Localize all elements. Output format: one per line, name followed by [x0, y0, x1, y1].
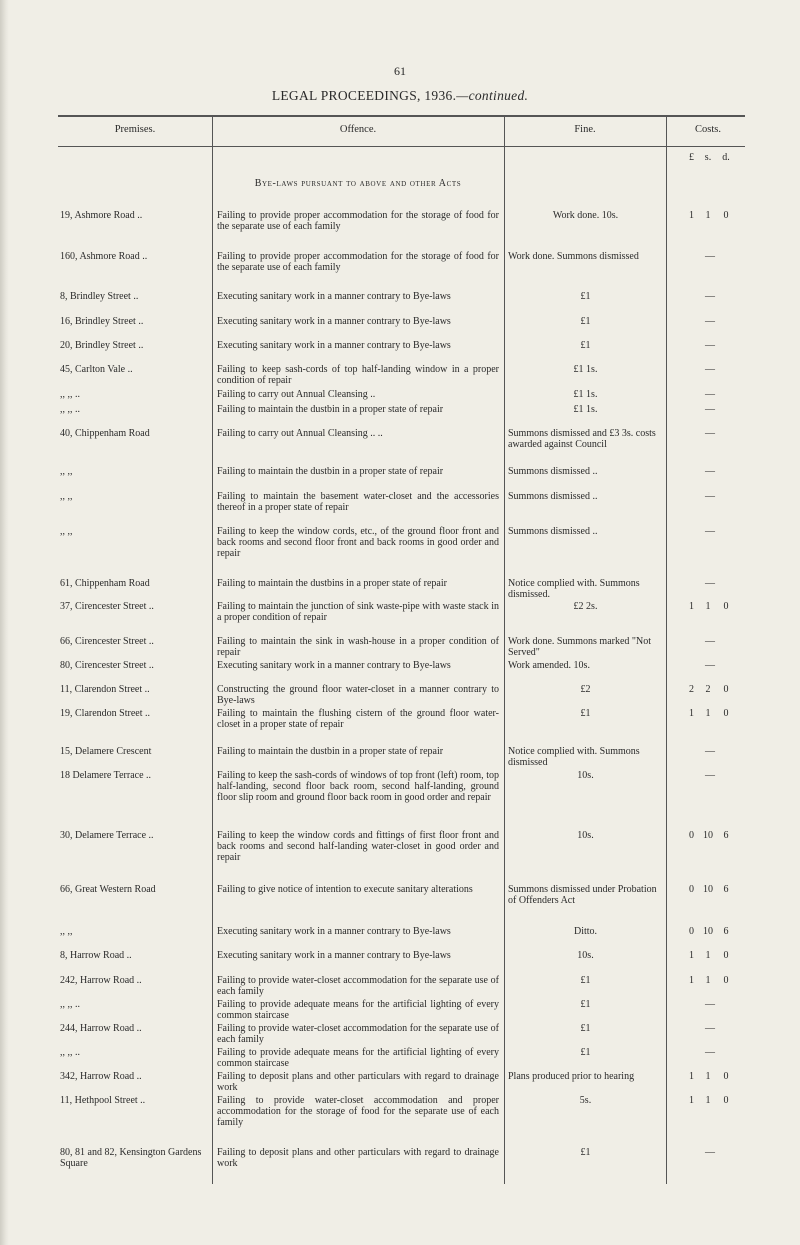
costs-pence: 0	[723, 684, 729, 695]
page-title	[0, 88, 800, 104]
fine-cell: Ditto.	[573, 926, 598, 937]
premises-cell: 15, Delamere Crescent	[60, 746, 152, 757]
offence-cell: Failing to provide water-closet accommodation and proper accommodation for the storage of food for the separate use of each family	[217, 1095, 499, 1129]
premises-cell: 342, Harrow Road ..	[60, 1071, 142, 1082]
header-fine: Fine.	[574, 124, 596, 135]
fine-cell: Notice complied with. Summons dismissed	[508, 746, 640, 769]
offence-cell: Failing to give notice of intention to execute sanitary alterations	[217, 884, 473, 895]
costs-unit-pence: d.	[722, 152, 730, 163]
costs-shillings: 1	[705, 708, 711, 719]
fine-cell: £1 1s.	[573, 404, 598, 415]
premises-cell: 40, Chippenham Road	[60, 428, 150, 439]
offence-cell: Failing to carry out Annual Cleansing .. ..	[217, 428, 383, 439]
table-top-rule	[58, 115, 745, 117]
costs-cell: —	[705, 578, 715, 589]
costs-cell: —	[705, 999, 715, 1010]
fine-cell: Work done. Summons marked "Not Served"	[508, 636, 651, 659]
costs-shillings: 1	[705, 950, 711, 961]
offence-cell: Executing sanitary work in a manner contrary to Bye-laws	[217, 340, 451, 351]
offence-cell: Executing sanitary work in a manner contrary to Bye-laws	[217, 316, 451, 327]
costs-cell: —	[705, 746, 715, 757]
costs-cell: —	[705, 636, 715, 647]
offence-cell: Failing to deposit plans and other particulars with regard to drainage work	[217, 1071, 499, 1094]
costs-shillings: 10	[703, 926, 713, 937]
costs-pounds: 2	[689, 684, 694, 695]
offence-cell: Failing to maintain the dustbin in a proper state of repair	[217, 746, 444, 757]
costs-pounds: 1	[689, 708, 694, 719]
fine-cell: Work amended. 10s.	[508, 660, 590, 671]
premises-cell: ,, ,,	[60, 526, 73, 537]
costs-shillings: 1	[705, 210, 711, 221]
costs-cell: —	[705, 660, 715, 671]
costs-pounds: 0	[689, 926, 694, 937]
fine-cell: Work done. 10s.	[552, 210, 619, 221]
page-title-main: LEGAL PROCEEDINGS, 1936.	[271, 88, 457, 103]
premises-cell: ,, ,, ..	[60, 999, 80, 1010]
fine-cell: Summons dismissed ..	[508, 491, 598, 502]
costs-pence: 0	[723, 975, 729, 986]
costs-pence: 6	[723, 884, 729, 895]
premises-cell: ,, ,,	[60, 491, 73, 502]
premises-cell: ,, ,,	[60, 926, 73, 937]
costs-cell: —	[705, 340, 715, 351]
costs-pounds: 0	[689, 884, 694, 895]
premises-cell: 20, Brindley Street ..	[60, 340, 144, 351]
premises-cell: 16, Brindley Street ..	[60, 316, 144, 327]
fine-cell: £1	[580, 975, 591, 986]
costs-pence: 0	[723, 1095, 729, 1106]
offence-cell: Failing to keep sash-cords of top half-landing window in a proper condition of repair	[217, 364, 499, 387]
costs-cell: —	[705, 389, 715, 400]
fine-cell: 10s.	[577, 770, 594, 781]
costs-pounds: 1	[689, 1071, 694, 1082]
offence-cell: Failing to provide water-closet accommodation for the separate use of each family	[217, 975, 499, 998]
costs-cell: —	[705, 466, 715, 477]
premises-cell: 19, Clarendon Street ..	[60, 708, 150, 719]
premises-cell: ,, ,, ..	[60, 1047, 80, 1058]
fine-cell: £1	[580, 1023, 591, 1034]
premises-cell: 19, Ashmore Road ..	[60, 210, 143, 221]
offence-cell: Failing to maintain the dustbin in a proper state of repair	[217, 466, 444, 477]
costs-cell: —	[705, 1023, 715, 1034]
costs-cell: —	[705, 526, 715, 537]
fine-cell: Work done. Summons dismissed	[508, 251, 639, 262]
costs-pounds: 1	[689, 1095, 694, 1106]
costs-cell: —	[705, 1147, 715, 1158]
offence-cell: Executing sanitary work in a manner contrary to Bye-laws	[217, 950, 451, 961]
section-heading: Bye-laws pursuant to above and other Acts	[254, 178, 462, 189]
costs-cell: —	[705, 251, 715, 262]
costs-pence: 0	[723, 1071, 729, 1082]
premises-cell: ,, ,,	[60, 466, 73, 477]
offence-cell: Failing to maintain the dustbins in a proper state of repair	[217, 578, 447, 589]
offence-cell: Failing to maintain the sink in wash-house in a proper condition of repair	[217, 636, 499, 659]
premises-cell: 11, Hethpool Street ..	[60, 1095, 146, 1106]
offence-cell: Failing to provide adequate means for the artificial lighting of every common staircase	[217, 999, 499, 1022]
premises-cell: 66, Great Western Road	[60, 884, 156, 895]
fine-cell: Summons dismissed ..	[508, 466, 598, 477]
premises-cell: 244, Harrow Road ..	[60, 1023, 142, 1034]
column-divider-2	[504, 116, 505, 1184]
costs-cell: —	[705, 428, 715, 439]
fine-cell: 10s.	[577, 950, 594, 961]
fine-cell: Summons dismissed and £3 3s. costs awarded against Council	[508, 428, 656, 451]
header-premises: Premises.	[114, 124, 156, 135]
costs-shillings: 10	[703, 830, 713, 841]
premises-cell: 8, Harrow Road ..	[60, 950, 132, 961]
header-costs: Costs.	[695, 124, 721, 135]
costs-unit-shillings: s.	[704, 152, 712, 163]
costs-shillings: 1	[705, 975, 711, 986]
costs-cell: —	[705, 316, 715, 327]
costs-cell: —	[705, 770, 715, 781]
fine-cell: Summons dismissed ..	[508, 526, 598, 537]
costs-cell: —	[705, 491, 715, 502]
costs-shillings: 1	[705, 601, 711, 612]
fine-cell: Plans produced prior to hearing	[508, 1071, 635, 1082]
premises-cell: 45, Carlton Vale ..	[60, 364, 133, 375]
offence-cell: Failing to maintain the junction of sink waste-pipe with waste stack in a proper condition of repair	[217, 601, 499, 624]
table-header-rule	[58, 146, 745, 147]
offence-cell: Failing to keep the window cords and fittings of first floor front and back rooms and second half-landing water-closet in good order and repair	[217, 830, 499, 864]
premises-cell: 18 Delamere Terrace ..	[60, 770, 152, 781]
offence-cell: Constructing the ground floor water-closet in a manner contrary to Bye-laws	[217, 684, 499, 707]
costs-pence: 0	[723, 210, 729, 221]
costs-pounds: 0	[689, 830, 694, 841]
offence-cell: Failing to maintain the flushing cistern of the ground floor water-closet in a proper state of repair	[217, 708, 499, 731]
offence-cell: Failing to maintain the basement water-closet and the accessories thereof in a proper state of repair	[217, 491, 499, 514]
premises-cell: 80, Cirencester Street ..	[60, 660, 154, 671]
fine-cell: £1	[580, 708, 591, 719]
costs-cell: —	[705, 364, 715, 375]
offence-cell: Executing sanitary work in a manner contrary to Bye-laws	[217, 660, 451, 671]
offence-cell: Failing to provide proper accommodation for the storage of food for the separate use of each family	[217, 251, 499, 274]
premises-cell: ,, ,, ..	[60, 389, 80, 400]
costs-pence: 6	[723, 830, 729, 841]
fine-cell: Notice complied with. Summons dismissed.	[508, 578, 640, 601]
offence-cell: Failing to deposit plans and other particulars with regard to drainage work	[217, 1147, 499, 1170]
fine-cell: Summons dismissed under Probation of Offenders Act	[508, 884, 657, 907]
fine-cell: £1	[580, 316, 591, 327]
premises-cell: 8, Brindley Street ..	[60, 291, 139, 302]
premises-cell: 30, Delamere Terrace ..	[60, 830, 154, 841]
fine-cell: £1	[580, 1047, 591, 1058]
premises-cell: ,, ,, ..	[60, 404, 80, 415]
header-offence: Offence.	[339, 124, 377, 135]
page-edge-shadow	[0, 0, 9, 1245]
premises-cell: 160, Ashmore Road ..	[60, 251, 148, 262]
costs-shillings: 1	[705, 1071, 711, 1082]
offence-cell: Failing to keep the sash-cords of windows of top front (left) room, top half-landing, second floor back room, second half-landing, ground floor slip room and ground floor back room in good order and repair	[217, 770, 499, 804]
premises-cell: 11, Clarendon Street ..	[60, 684, 150, 695]
costs-pence: 0	[723, 950, 729, 961]
costs-shillings: 10	[703, 884, 713, 895]
fine-cell: £1 1s.	[573, 364, 598, 375]
offence-cell: Failing to maintain the dustbin in a proper state of repair	[217, 404, 444, 415]
costs-unit-pounds: £	[689, 152, 694, 163]
column-divider-3	[666, 116, 667, 1184]
page-number: 61	[394, 64, 406, 78]
fine-cell: 10s.	[577, 830, 594, 841]
premises-cell: 242, Harrow Road ..	[60, 975, 142, 986]
costs-pence: 0	[723, 601, 729, 612]
premises-cell: 61, Chippenham Road	[60, 578, 150, 589]
offence-cell: Failing to provide water-closet accommodation for the separate use of each family	[217, 1023, 499, 1046]
costs-cell: —	[705, 291, 715, 302]
offence-cell: Failing to provide adequate means for the artificial lighting of every common staircase	[217, 1047, 499, 1070]
costs-cell: —	[705, 404, 715, 415]
premises-cell: 37, Cirencester Street ..	[60, 601, 154, 612]
premises-cell: 66, Cirencester Street ..	[60, 636, 154, 647]
offence-cell: Executing sanitary work in a manner contrary to Bye-laws	[217, 926, 451, 937]
offence-cell: Failing to keep the window cords, etc., of the ground floor front and back rooms and second floor front and back rooms in good order and repair	[217, 526, 499, 560]
page-title-continued: —continued.	[456, 88, 529, 103]
costs-shillings: 1	[705, 1095, 711, 1106]
fine-cell: £1	[580, 340, 591, 351]
fine-cell: £2 2s.	[573, 601, 598, 612]
offence-cell: Executing sanitary work in a manner contrary to Bye-laws	[217, 291, 451, 302]
fine-cell: £1 1s.	[573, 389, 598, 400]
fine-cell: 5s.	[579, 1095, 592, 1106]
costs-pounds: 1	[689, 601, 694, 612]
offence-cell: Failing to provide proper accommodation for the storage of food for the separate use of each family	[217, 210, 499, 233]
fine-cell: £1	[580, 999, 591, 1010]
costs-pounds: 1	[689, 210, 694, 221]
fine-cell: £1	[580, 291, 591, 302]
costs-cell: —	[705, 1047, 715, 1058]
costs-pounds: 1	[689, 950, 694, 961]
costs-pence: 6	[723, 926, 729, 937]
offence-cell: Failing to carry out Annual Cleansing ..	[217, 389, 376, 400]
costs-pence: 0	[723, 708, 729, 719]
costs-pounds: 1	[689, 975, 694, 986]
costs-shillings: 2	[705, 684, 711, 695]
fine-cell: £2	[580, 684, 591, 695]
column-divider-1	[212, 116, 213, 1184]
fine-cell: £1	[580, 1147, 591, 1158]
premises-cell: 80, 81 and 82, Kensington Gardens Square	[60, 1147, 202, 1170]
